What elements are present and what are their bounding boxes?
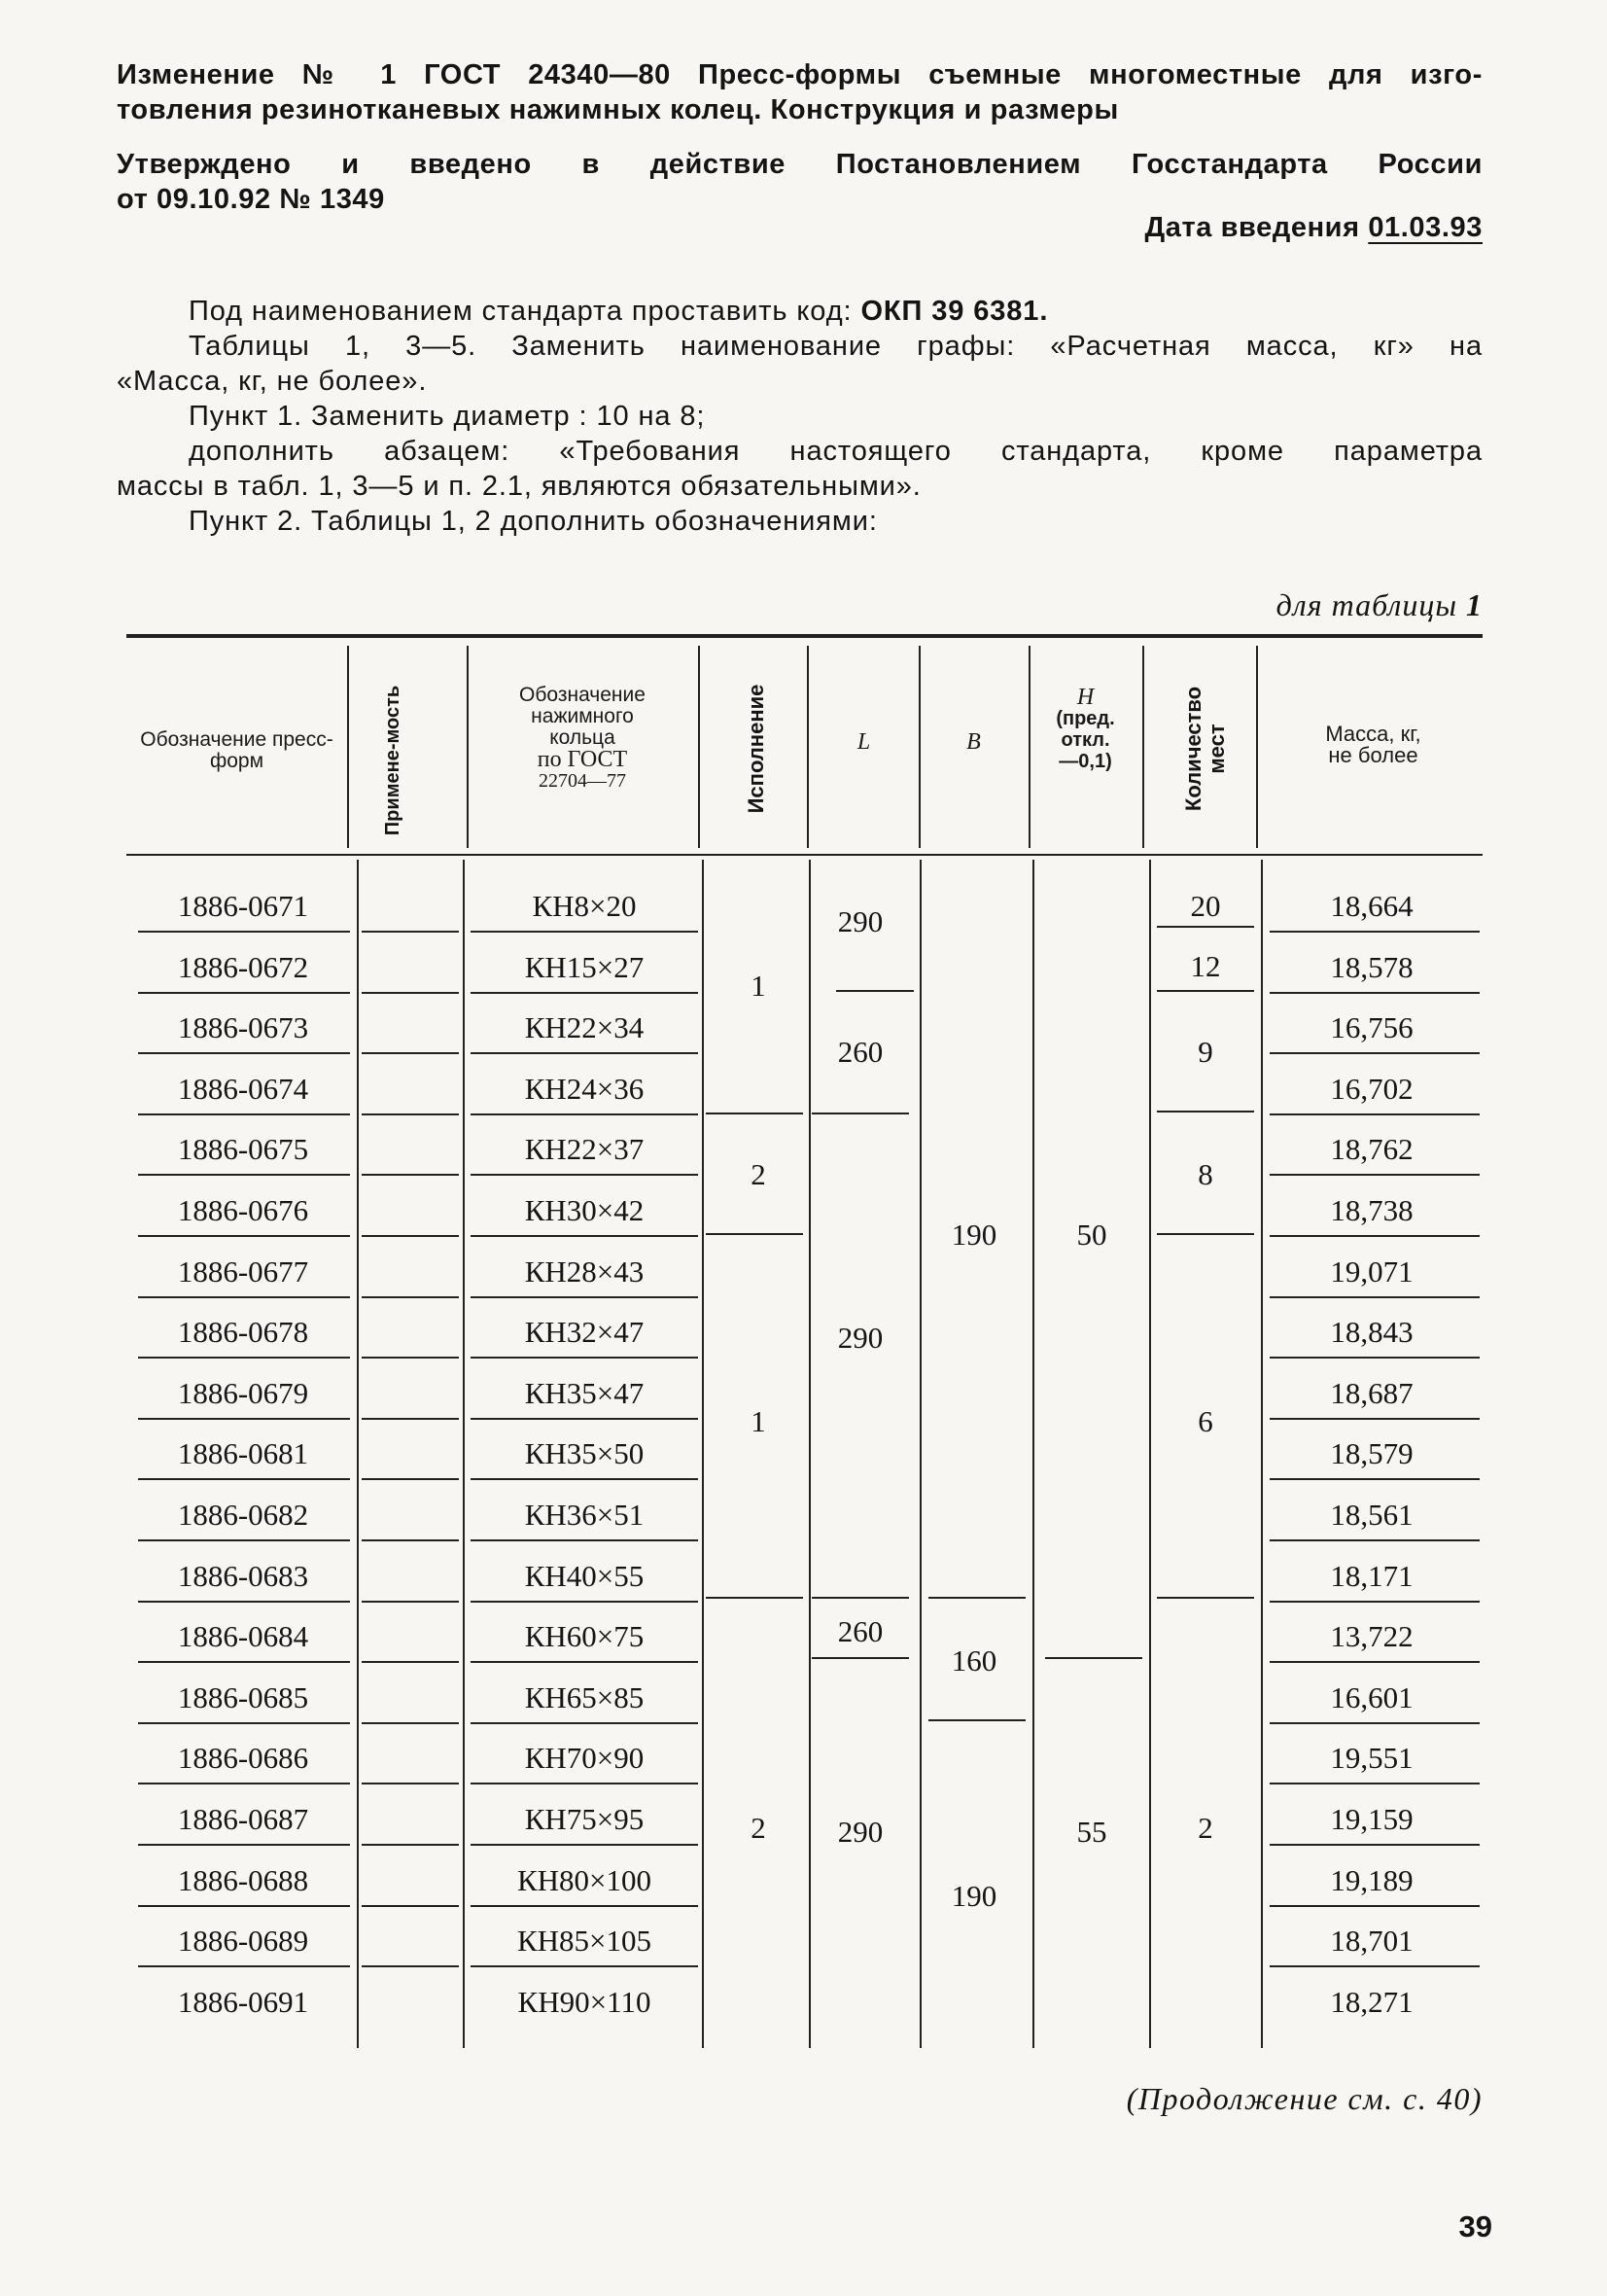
version-cell: 2 [751,1811,766,1845]
mold-designation-cell: 1886-0687 [177,1802,309,1836]
version-cell: 1 [751,1404,766,1438]
row-underline [138,1113,350,1115]
row-underline [471,1905,698,1907]
mold-designation-cell: 1886-0686 [177,1741,309,1775]
row-underline [138,1478,350,1480]
table-top-rule [126,634,1483,638]
mass-cell: 18,271 [1330,1985,1414,2019]
row-underline [362,1052,459,1054]
mold-designation-cell: 1886-0674 [177,1072,309,1106]
row-underline [362,1478,459,1480]
row-underline [1270,1174,1480,1176]
ring-designation-cell: КН80×100 [516,1863,652,1897]
row-underline [362,1601,459,1603]
mold-designation-cell: 1886-0675 [177,1132,309,1166]
row-underline [471,1418,698,1420]
row-underline [362,992,459,994]
ring-designation-cell: КН60×75 [524,1619,645,1653]
mass-cell: 18,762 [1330,1132,1414,1166]
H-cell: 50 [1076,1218,1107,1252]
mold-designation-cell: 1886-0688 [177,1863,309,1897]
cell-rule [706,1113,803,1114]
col-divider [467,646,469,848]
cell-rule [928,1719,1026,1721]
header-version: Исполнение [744,684,768,814]
row-underline [138,1844,350,1846]
row-underline [138,931,350,933]
mass-cell: 18,701 [1330,1924,1414,1958]
ring-designation-cell: КН28×43 [524,1254,645,1289]
row-underline [138,1418,350,1420]
row-underline [362,1539,459,1541]
mold-designation-cell: 1886-0683 [177,1559,309,1593]
row-underline [362,1296,459,1298]
header-count: Количество мест [1181,686,1229,812]
mold-designation-cell: 1886-0682 [177,1498,309,1532]
mass-cell: 18,578 [1330,950,1414,984]
B-cell: 190 [951,1879,997,1913]
mold-designation-cell: 1886-0691 [177,1985,309,2019]
header-ring [472,685,693,792]
mold-designation-cell: 1886-0681 [177,1436,309,1470]
row-underline [1270,1113,1480,1115]
cell-rule [812,1113,909,1114]
row-underline [471,1661,698,1663]
header-H-line: откл. [1061,729,1110,751]
col-divider [1149,860,1151,2048]
paragraph-point-2: Пункт 2. Таблицы 1, 2 дополнить обозначениями: [189,506,878,537]
col-divider [347,646,349,848]
row-underline [471,1113,698,1115]
row-underline [362,1722,459,1724]
approval-line-2: от 09.10.92 № 1349 [117,184,385,215]
L-cell: 260 [837,1035,884,1069]
row-underline [471,1478,698,1480]
count-cell: 12 [1190,949,1221,983]
mass-cell: 18,738 [1330,1193,1414,1227]
paragraph-point-1: Пункт 1. Заменить диаметр : 10 на 8; [189,401,706,432]
mold-designation-cell: 1886-0689 [177,1924,309,1958]
H-cell: 55 [1076,1815,1107,1849]
cell-rule [836,990,914,992]
ring-designation-cell: КН36×51 [524,1498,645,1532]
row-underline [138,1783,350,1784]
table-caption-number: 1 [1466,587,1483,622]
ring-designation-cell: КН65×85 [524,1680,645,1714]
cell-rule [1157,1233,1254,1235]
row-underline [362,1905,459,1907]
row-underline [1270,1601,1480,1603]
cell-rule [928,1597,1026,1599]
ring-designation-cell: КН24×36 [524,1072,645,1106]
row-underline [138,1174,350,1176]
row-underline [471,1539,698,1541]
ring-designation-cell: КН32×47 [524,1315,645,1349]
row-underline [362,1844,459,1846]
paragraph-okp-code [117,294,1483,329]
effective-date-value: 01.03.93 [1368,212,1483,243]
mass-cell: 18,579 [1330,1436,1414,1470]
row-underline [471,992,698,994]
mass-cell: 18,171 [1330,1559,1414,1593]
header-B: B [966,729,981,755]
mold-designation-cell: 1886-0676 [177,1193,309,1227]
effective-date [1144,212,1483,244]
row-underline [1270,1235,1480,1237]
effective-date-label: Дата введения [1144,212,1360,243]
count-cell: 6 [1198,1404,1213,1438]
ring-designation-cell: КН22×34 [524,1010,645,1044]
header-ring-line: кольца [549,726,615,749]
ring-designation-cell: КН8×20 [532,889,637,923]
mass-cell: 13,722 [1330,1619,1414,1653]
continuation-note: (Продолжение см. с. 40) [1126,2081,1483,2116]
header-mass [1264,724,1483,766]
ring-designation-cell: КН22×37 [524,1132,645,1166]
row-underline [138,1905,350,1907]
row-underline [138,1965,350,1967]
paragraph-okp-text: Под наименованием стандарта проставить код: [189,296,861,327]
col-divider [920,860,922,2048]
row-underline [138,992,350,994]
row-underline [138,1539,350,1541]
row-underline [471,1844,698,1846]
mass-cell: 18,664 [1330,889,1414,923]
row-underline [362,1783,459,1784]
header-ring-line: по ГОСТ [537,747,628,772]
mass-cell: 16,702 [1330,1072,1414,1106]
ring-designation-cell: КН35×50 [524,1436,645,1470]
header-ring-line: нажимного [531,705,634,727]
row-underline [471,1296,698,1298]
header-ring-line: Обозначение [519,684,646,706]
row-underline [138,1722,350,1724]
header-L: L [856,729,871,755]
version-cell: 1 [751,969,766,1003]
col-divider [1256,646,1258,848]
table-caption-text: для таблицы [1275,587,1457,622]
row-underline [471,1601,698,1603]
row-underline [471,931,698,933]
page-number: 39 [1458,2209,1492,2243]
table-caption [1276,587,1483,623]
mass-cell: 18,561 [1330,1498,1414,1532]
row-underline [1270,1661,1480,1663]
cell-rule [706,1233,803,1235]
col-divider [1261,860,1263,2048]
row-underline [362,1174,459,1176]
cell-rule [1157,1111,1254,1113]
row-underline [1270,1722,1480,1724]
col-divider [357,860,359,2048]
cell-rule [706,1597,803,1599]
B-cell: 190 [951,1218,997,1252]
ring-designation-cell: КН75×95 [524,1802,645,1836]
okp-code: ОКП 39 6381. [860,296,1049,327]
header-H-symbol: H [1076,685,1095,710]
header-bottom-rule [126,854,1483,856]
count-cell: 20 [1190,889,1221,923]
approval-line-1: Утверждено и введено в действие Постановлением Госстандарта России [117,149,1483,180]
paragraph-supplement-line-2: массы в табл. 1, 3—5 и п. 2.1, являются обязательными». [117,471,922,502]
col-divider [1142,646,1144,848]
cell-rule [1157,926,1254,928]
row-underline [362,1113,459,1115]
row-underline [362,1661,459,1663]
row-underline [1270,1052,1480,1054]
cell-rule [1045,1657,1142,1659]
mass-cell: 19,189 [1330,1863,1414,1897]
mold-designation-cell: 1886-0672 [177,950,309,984]
ring-designation-cell: КН90×110 [517,1985,651,2019]
count-cell: 8 [1198,1157,1213,1191]
mass-cell: 19,551 [1330,1741,1414,1775]
L-cell: 290 [837,1321,884,1355]
row-underline [1270,1418,1480,1420]
mold-designation-cell: 1886-0678 [177,1315,309,1349]
row-underline [138,1601,350,1603]
row-underline [471,1783,698,1784]
header-ring-line: 22704—77 [539,770,626,792]
version-cell: 2 [751,1157,766,1191]
row-underline [471,1052,698,1054]
row-underline [1270,1296,1480,1298]
amendment-title-line-1: Изменение № 1 ГОСТ 24340—80 Пресс-формы съемные многоместные для изго- [117,59,1483,90]
row-underline [1270,1965,1480,1967]
cell-rule [812,1597,909,1599]
row-underline [1270,992,1480,994]
mass-cell: 16,601 [1330,1680,1414,1714]
mold-designation-cell: 1886-0679 [177,1376,309,1410]
cell-rule [1157,990,1254,992]
row-underline [1270,1539,1480,1541]
L-cell: 260 [837,1614,884,1648]
mold-designation-cell: 1886-0673 [177,1010,309,1044]
mold-designation-cell: 1886-0685 [177,1680,309,1714]
row-underline [138,1052,350,1054]
cell-rule [812,1657,909,1659]
header-H-line: —0,1) [1059,751,1112,772]
header-mass-line: Масса, кг, [1325,722,1421,746]
count-cell: 2 [1198,1811,1213,1845]
mass-cell: 18,687 [1330,1376,1414,1410]
header-mold: Обозначение пресс-форм [140,728,333,772]
mold-designation-cell: 1886-0677 [177,1254,309,1289]
row-underline [471,1235,698,1237]
header-H-line: (пред. [1056,708,1115,729]
ring-designation-cell: КН30×42 [524,1193,645,1227]
paragraph-supplement-line-1: дополнить абзацем: «Требования настоящего стандарта, кроме параметра [189,436,1483,467]
row-underline [1270,1478,1480,1480]
row-underline [1270,1357,1480,1359]
row-underline [362,1965,459,1967]
header-H [1029,687,1142,772]
row-underline [471,1722,698,1724]
paragraph-tables-line-1: Таблицы 1, 3—5. Заменить наименование графы: «Расчетная масса, кг» на [189,331,1483,362]
ring-designation-cell: КН40×55 [524,1559,645,1593]
count-cell: 9 [1198,1035,1213,1069]
B-cell: 160 [951,1643,997,1678]
col-divider [463,860,465,2048]
row-underline [362,931,459,933]
row-underline [1270,1783,1480,1784]
col-divider [1032,860,1034,2048]
mass-cell: 16,756 [1330,1010,1414,1044]
header-mass-line: не более [1328,743,1418,767]
paragraph-tables-line-2: «Масса, кг, не более». [117,366,428,397]
row-underline [1270,1844,1480,1846]
mass-cell: 19,159 [1330,1802,1414,1836]
ring-designation-cell: КН70×90 [524,1741,645,1775]
row-underline [1270,1905,1480,1907]
row-underline [138,1661,350,1663]
row-underline [362,1357,459,1359]
col-divider [809,860,811,2048]
mold-designation-cell: 1886-0671 [177,889,309,923]
row-underline [138,1296,350,1298]
L-cell: 290 [837,1815,884,1849]
mold-designation-cell: 1886-0684 [177,1619,309,1653]
row-underline [362,1418,459,1420]
row-underline [471,1965,698,1967]
ring-designation-cell: КН15×27 [524,950,645,984]
amendment-title-line-2: товления резинотканевых нажимных колец. Конструкция и размеры [117,94,1119,125]
col-divider [698,646,700,848]
mass-cell: 18,843 [1330,1315,1414,1349]
cell-rule [1157,1597,1254,1599]
ring-designation-cell: КН85×105 [516,1924,652,1958]
row-underline [1270,931,1480,933]
mass-cell: 19,071 [1330,1254,1414,1289]
row-underline [138,1235,350,1237]
row-underline [362,1235,459,1237]
ring-designation-cell: КН35×47 [524,1376,645,1410]
row-underline [471,1174,698,1176]
row-underline [471,1357,698,1359]
row-underline [138,1357,350,1359]
col-divider [702,860,704,2048]
header-applicability: Примене-мость [382,685,403,836]
L-cell: 290 [837,904,884,938]
